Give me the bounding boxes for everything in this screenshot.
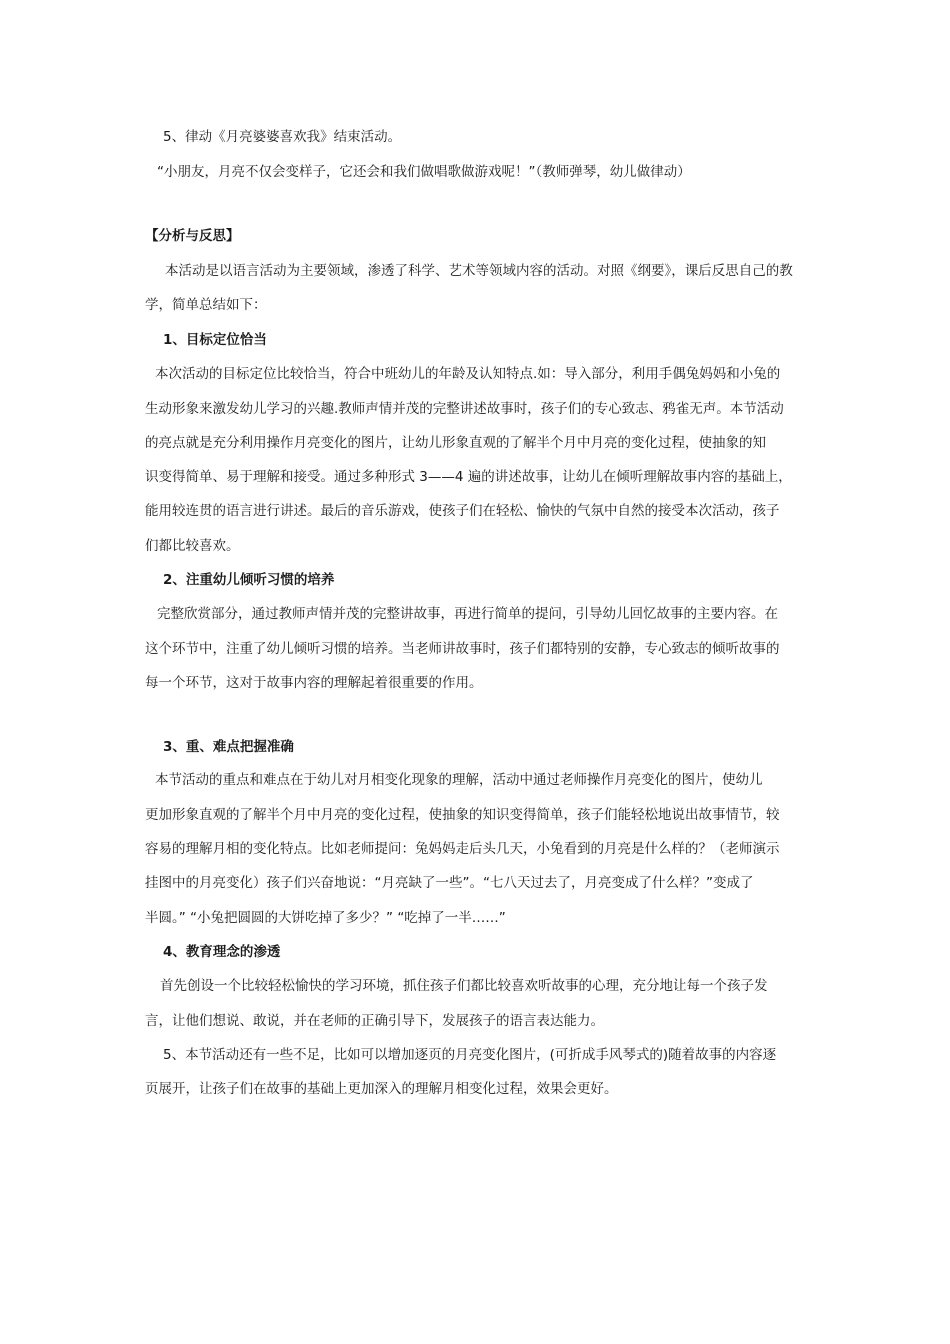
activity-end-quote: “小朋友，月亮不仅会变样子，它还会和我们做唱歌做游戏呢！”（教师弹琴，幼儿做律动） [157, 164, 691, 180]
section-line: 首先创设一个比较轻松愉快的学习环境，抓住孩子们都比较喜欢听故事的心理，充分地让每一个孩子发 [160, 978, 768, 994]
section-heading: 3、重、难点把握准确 [163, 739, 294, 755]
section-line: 本节活动的重点和难点在于幼儿对月相变化现象的理解，活动中通过老师操作月亮变化的图片，使幼儿 [155, 772, 763, 788]
section-line: 完整欣赏部分，通过教师声情并茂的完整讲故事，再进行简单的提问，引导幼儿回忆故事的主要内容。在 [157, 606, 778, 622]
closing-line: 页展开，让孩子们在故事的基础上更加深入的理解月相变化过程，效果会更好。 [145, 1081, 618, 1097]
section-line: 更加形象直观的了解半个月中月亮的变化过程，使抽象的知识变得简单，孩子们能轻松地说出故事情节，较 [145, 807, 780, 823]
section-line: 容易的理解月相的变化特点。比如老师提问：兔妈妈走后头几天，小兔看到的月亮是什么样的？（老师演示 [145, 841, 780, 857]
section-heading: 2、注重幼儿倾听习惯的培养 [163, 572, 335, 588]
section-line: 们都比较喜欢。 [145, 538, 240, 554]
section-line: 生动形象来激发幼儿学习的兴趣.教师声情并茂的完整讲述故事时，孩子们的专心致志、鸦雀无声。本节活动 [145, 401, 784, 417]
section-heading: 1、目标定位恰当 [163, 332, 267, 348]
section-line: 半圆。” “小兔把圆圆的大饼吃掉了多少？” “吃掉了一半……” [145, 910, 506, 926]
analysis-intro-line: 本活动是以语言活动为主要领域，渗透了科学、艺术等领域内容的活动。对照《纲要》，课后反思自己的教 [165, 263, 793, 279]
section-line: 能用较连贯的语言进行讲述。最后的音乐游戏，使孩子们在轻松、愉快的气氛中自然的接受本次活动，孩子 [145, 503, 780, 519]
section-line: 识变得简单、易于理解和接受。通过多种形式 3——4 遍的讲述故事，让幼儿在倾听理解故事内容的基础上， [145, 469, 792, 485]
section-line: 挂图中的月亮变化）孩子们兴奋地说：“月亮缺了一些”。“七八天过去了，月亮变成了什么样？”变成了 [145, 875, 754, 891]
closing-line: 5、本节活动还有一些不足，比如可以增加逐页的月亮变化图片，(可折成手风琴式的)随着故事的内容逐 [163, 1047, 777, 1063]
section-line: 的亮点就是充分利用操作月亮变化的图片，让幼儿形象直观的了解半个月中月亮的变化过程，使抽象的知 [145, 435, 766, 451]
analysis-intro-line: 学，简单总结如下： [145, 297, 267, 313]
section-line: 这个环节中，注重了幼儿倾听习惯的培养。当老师讲故事时，孩子们都特别的安静，专心致志的倾听故事的 [145, 641, 780, 657]
activity-end-step: 5、律动《月亮婆婆喜欢我》结束活动。 [163, 129, 402, 145]
section-line: 言，让他们想说、敢说，并在老师的正确引导下，发展孩子的语言表达能力。 [145, 1013, 604, 1029]
section-line: 每一个环节，这对于故事内容的理解起着很重要的作用。 [145, 675, 483, 691]
section-line: 本次活动的目标定位比较恰当，符合中班幼儿的年龄及认知特点.如：导入部分，利用手偶兔妈妈和小兔的 [155, 366, 781, 382]
section-heading: 4、教育理念的渗透 [163, 944, 281, 960]
analysis-title: 【分析与反思】 [145, 228, 240, 244]
